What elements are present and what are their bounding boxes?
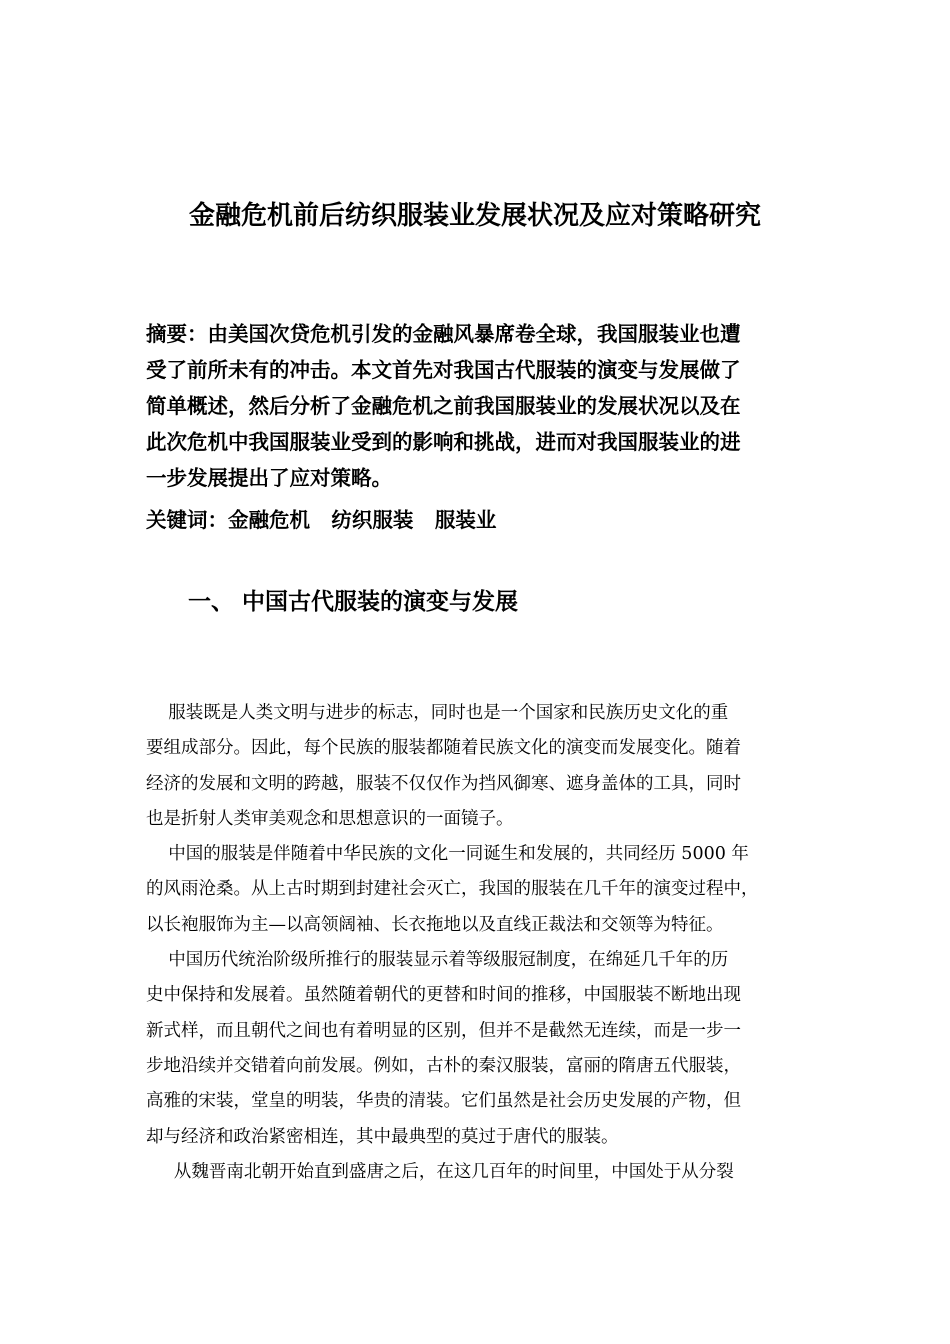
body-line: 也是折射人类审美观念和思想意识的一面镜子。 <box>146 808 514 829</box>
abstract-line: 简单概述，然后分析了金融危机之前我国服装业的发展状况以及在 <box>146 394 741 418</box>
body-line: 要组成部分。因此，每个民族的服装都随着民族文化的演变而发展变化。随着 <box>146 738 741 759</box>
body-line: 的风雨沧桑。从上古时期到封建社会灭亡，我国的服装在几千年的演变过程中， <box>146 879 759 900</box>
abstract-line: 摘要：由美国次贷危机引发的金融风暴席卷全球，我国服装业也遭 <box>146 322 741 346</box>
document-title: 金融危机前后纺织服装业发展状况及应对策略研究 <box>188 201 761 231</box>
body-line: 史中保持和发展着。虽然随着朝代的更替和时间的推移，中国服装不断地出现 <box>146 985 741 1006</box>
section-heading: 一、 中国古代服装的演变与发展 <box>188 588 519 615</box>
body-line: 中国的服装是伴随着中华民族的文化一同诞生和发展的，共同经历 5000 年 <box>146 844 749 865</box>
body-line: 服装既是人类文明与进步的标志，同时也是一个国家和民族历史文化的重 <box>146 703 729 723</box>
body-line: 新式样，而且朝代之间也有着明显的区别，但并不是截然无连续，而是一步一 <box>146 1020 741 1041</box>
body-line: 步地沿续并交错着向前发展。例如，古朴的秦汉服装，富丽的隋唐五代服装， <box>146 1055 741 1076</box>
keyword-item: 纺织服装 <box>331 508 414 532</box>
body-text <box>146 696 826 1190</box>
abstract <box>146 316 816 496</box>
keywords <box>146 502 816 538</box>
body-line: 经济的发展和文明的跨越，服装不仅仅作为挡风御寒、遮身盖体的工具，同时 <box>146 773 741 794</box>
keyword-item: 服装业 <box>434 508 497 532</box>
body-line: 中国历代统治阶级所推行的服装显示着等级服冠制度，在绵延几千年的历 <box>146 950 729 971</box>
body-line: 从魏晋南北朝开始直到盛唐之后，在这几百年的时间里，中国处于从分裂 <box>146 1161 734 1182</box>
abstract-line: 此次危机中我国服装业受到的影响和挑战，进而对我国服装业的进 <box>146 430 741 454</box>
abstract-line: 一步发展提出了应对策略。 <box>146 466 392 490</box>
keywords-label: 关键词： <box>146 508 228 532</box>
body-line: 却与经济和政治紧密相连，其中最典型的莫过于唐代的服装。 <box>146 1126 619 1147</box>
body-line: 高雅的宋装，堂皇的明装，华贵的清装。它们虽然是社会历史发展的产物，但 <box>146 1091 741 1112</box>
keyword-item: 金融危机 <box>228 508 310 532</box>
abstract-line: 受了前所未有的冲击。本文首先对我国古代服装的演变与发展做了 <box>146 358 741 382</box>
body-line: 以长袍服饰为主—以高领阔袖、长衣拖地以及直线正裁法和交领等为特征。 <box>146 914 724 935</box>
